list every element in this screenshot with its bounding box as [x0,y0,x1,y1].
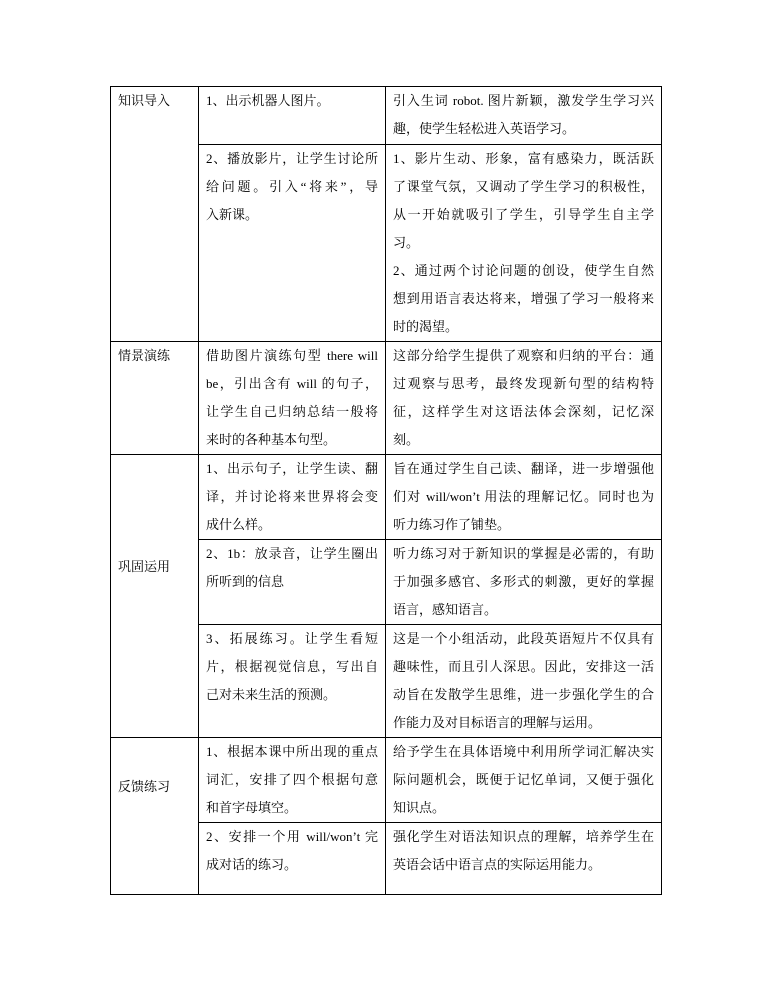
table-row [111,738,662,823]
section-label-cell [111,455,199,738]
purpose-line: 从一开始就吸引了学生，引导学生自主学 [393,207,654,222]
step-line: 借助图片演练句型 there will [206,348,378,363]
purpose-line: 征，这样学生对这语法体会深刻，记忆深 [393,404,654,419]
step-cell [199,87,386,145]
section-label-cell [111,342,199,455]
step-line: 1、出示句子，让学生读、翻 [206,461,378,476]
step-line: 所听到的信息 [206,574,285,589]
lesson-plan-table [110,86,662,895]
section-label: 反馈练习 [118,779,171,794]
step-line: 成什么样。 [206,517,272,532]
step-line: 词汇，安排了四个根据句意 [206,772,378,787]
section-label: 情景演练 [118,348,171,363]
purpose-line: 这部分给学生提供了观察和归纳的平台：通 [393,348,654,363]
step-line: 2、播放影片，让学生讨论所 [206,151,378,166]
purpose-line: 强化学生对语法知识点的理解，培养学生在 [393,829,654,844]
purpose-cell [386,455,662,540]
purpose-cell [386,87,662,145]
section-label: 知识导入 [118,93,171,108]
section-label-cell [111,738,199,895]
step-cell [199,625,386,738]
purpose-line: 听力练习作了铺垫。 [393,517,511,532]
step-line: be，引出含有 will 的句子， [206,376,378,391]
purpose-cell [386,738,662,823]
purpose-line: 了课堂气氛，又调动了学生学习的积极性， [393,179,654,194]
step-cell [199,145,386,342]
purpose-line: 过观察与思考，最终发现新句型的结构特 [393,376,654,391]
table-row [111,455,662,540]
purpose-line: 知识点。 [393,800,446,815]
step-cell [199,540,386,625]
step-cell [199,342,386,455]
purpose-line: 时的渴望。 [393,319,459,334]
purpose-line: 趣味性，而且引人深思。因此，安排这一活 [393,659,654,674]
step-line: 让学生自己归纳总结一般将 [206,404,378,419]
section-label: 巩固运用 [118,559,171,574]
purpose-line: 听力练习对于新知识的掌握是必需的，有助 [393,546,654,561]
purpose-cell [386,823,662,895]
purpose-cell [386,145,662,342]
purpose-line: 际问题机会，既便于记忆单词，又便于强化 [393,772,654,787]
purpose-cell [386,625,662,738]
step-line: 入新课。 [206,207,259,222]
purpose-line: 们对 will/won’t 用法的理解记忆。同时也为 [393,489,654,504]
purpose-line: 英语会话中语言点的实际运用能力。 [393,857,602,872]
step-line: 给问题。引入“将来”，导 [206,179,378,194]
purpose-line: 引入生词 robot. 图片新颖，激发学生学习兴 [393,93,654,108]
purpose-line: 1、影片生动、形象，富有感染力，既活跃 [393,151,654,166]
table-row [111,342,662,455]
purpose-cell [386,342,662,455]
purpose-line: 刻。 [393,432,420,447]
step-line: 来时的各种基本句型。 [206,432,337,447]
step-line: 和首字母填空。 [206,800,298,815]
step-line: 1、根据本课中所出现的重点 [206,744,378,759]
section-label-cell [111,87,199,342]
purpose-line: 这是一个小组活动，此段英语短片不仅具有 [393,631,654,646]
step-cell [199,738,386,823]
purpose-line: 作能力及对目标语言的理解与运用。 [393,715,602,730]
purpose-line: 想到用语言表达将来，增强了学习一般将来 [393,291,654,306]
step-line: 2、安排一个用 will/won’t 完 [206,829,378,844]
step-line: 己对未来生活的预测。 [206,687,337,702]
purpose-line: 于加强多感官、多形式的刺激，更好的掌握 [393,574,654,589]
step-line: 3、拓展练习。让学生看短 [206,631,378,646]
purpose-line: 习。 [393,235,420,250]
purpose-line: 2、通过两个讨论问题的创设，使学生自然 [393,263,654,278]
purpose-line: 动旨在发散学生思维，进一步强化学生的合 [393,687,654,702]
purpose-line: 旨在通过学生自己读、翻译，进一步增强他 [393,461,654,476]
step-line: 译，并讨论将来世界将会变 [206,489,378,504]
step-line: 2、1b：放录音，让学生圈出 [206,546,378,561]
purpose-line: 趣，使学生轻松进入英语学习。 [393,121,576,136]
step-cell [199,455,386,540]
step-cell [199,823,386,895]
step-line: 片，根据视觉信息，写出自 [206,659,378,674]
purpose-cell [386,540,662,625]
purpose-line: 给予学生在具体语境中利用所学词汇解决实 [393,744,654,759]
step-line: 成对话的练习。 [206,857,298,872]
table-row [111,87,662,145]
purpose-line: 语言，感知语言。 [393,602,498,617]
step-line: 1、出示机器人图片。 [206,93,330,108]
